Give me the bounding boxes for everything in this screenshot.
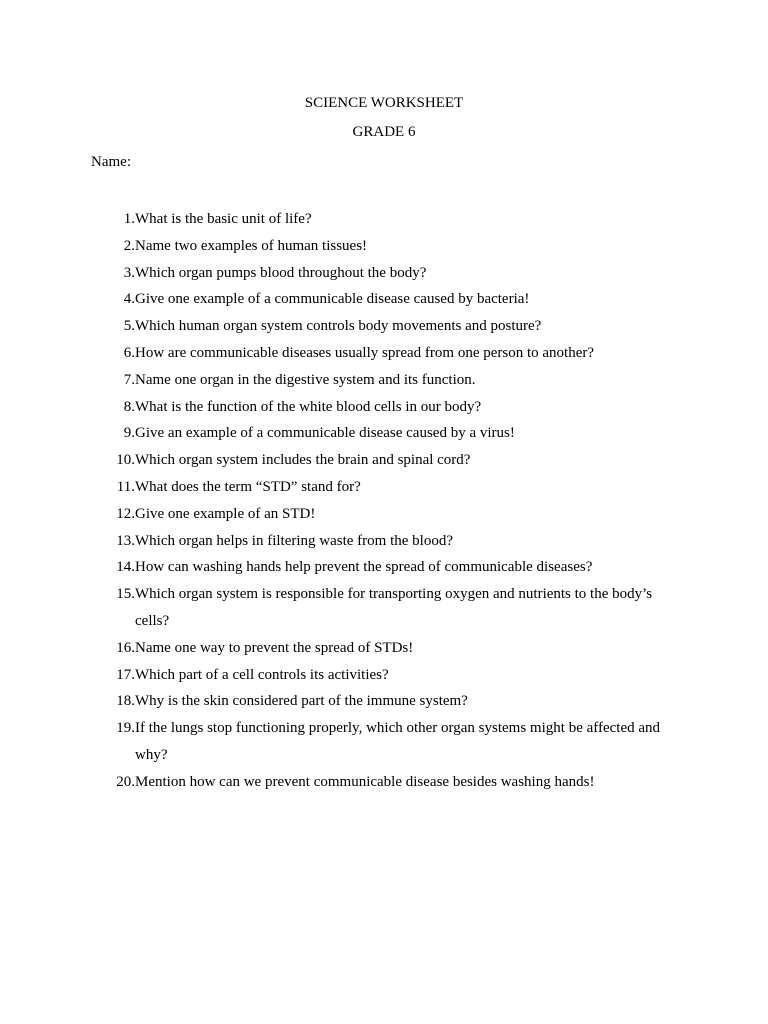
question-item: [91, 447, 681, 474]
question-item: [91, 715, 681, 769]
question-text: Name one organ in the digestive system and its function.: [135, 371, 476, 388]
question-number-text: 17.: [116, 666, 135, 683]
question-text: How are communicable diseases usually spread from one person to another?: [135, 344, 595, 361]
question-text: Which organ system is responsible for transporting oxygen and nutrients to the body’s cells?: [135, 586, 653, 629]
question-number-text: 4.: [123, 291, 135, 308]
question-number: [91, 581, 135, 635]
question-number: [91, 769, 135, 796]
grade-label: GRADE 6: [352, 124, 416, 140]
question-text: Which organ helps in filtering waste from the blood?: [135, 532, 453, 549]
question-text: If the lungs stop functioning properly, which other organ systems might be affected and why?: [135, 720, 661, 763]
question-number-text: 18.: [116, 693, 135, 710]
question-number: [91, 688, 135, 715]
question-number-text: 13.: [116, 532, 135, 549]
question-number-text: 6.: [123, 344, 135, 361]
name-label: Name:: [91, 154, 131, 170]
question-item: [91, 474, 681, 501]
question-number: [91, 501, 135, 528]
question-number: [91, 715, 135, 769]
question-number-text: 11.: [116, 478, 135, 495]
question-item: [91, 554, 681, 581]
question-item: [91, 635, 681, 662]
question-number-text: 8.: [123, 398, 135, 415]
question-text: Give an example of a communicable disease caused by a virus!: [135, 425, 515, 442]
question-item: [91, 313, 681, 340]
question-number-text: 7.: [123, 371, 135, 388]
question-text: Name two examples of human tissues!: [135, 237, 368, 254]
question-text: Which organ system includes the brain and spinal cord?: [135, 452, 471, 469]
question-number: [91, 260, 135, 287]
question-text: Mention how can we prevent communicable disease besides washing hands!: [135, 773, 595, 790]
question-item: [91, 528, 681, 555]
question-number: [91, 233, 135, 260]
question-item: [91, 206, 681, 233]
question-item: [91, 367, 681, 394]
question-item: [91, 688, 681, 715]
question-number: [91, 206, 135, 233]
question-number: [91, 662, 135, 689]
question-text: Why is the skin considered part of the immune system?: [135, 693, 468, 710]
question-number-text: 16.: [116, 639, 135, 656]
question-text: What is the function of the white blood cells in our body?: [135, 398, 482, 415]
question-text: How can washing hands help prevent the spread of communicable diseases?: [135, 559, 593, 576]
question-text: What is the basic unit of life?: [135, 211, 312, 227]
question-number: [91, 420, 135, 447]
question-item: [91, 662, 681, 689]
question-item: [91, 260, 681, 287]
question-text: Name one way to prevent the spread of STDs!: [135, 639, 414, 656]
question-number-text: 1.: [123, 211, 135, 227]
question-text: Give one example of an STD!: [135, 505, 316, 522]
question-item: [91, 501, 681, 528]
question-number: [91, 367, 135, 394]
question-number-text: 19.: [116, 720, 135, 737]
question-item: [91, 394, 681, 421]
question-number: [91, 313, 135, 340]
worksheet-title: SCIENCE WORKSHEET: [304, 95, 464, 111]
question-text: Which part of a cell controls its activities?: [135, 666, 389, 683]
question-number: [91, 286, 135, 313]
question-number: [91, 394, 135, 421]
question-item: [91, 581, 681, 635]
question-number: [91, 635, 135, 662]
question-item: [91, 769, 681, 796]
question-number-text: 2.: [123, 237, 135, 254]
question-item: [91, 420, 681, 447]
question-text: What does the term “STD” stand for?: [135, 478, 361, 495]
question-number-text: 9.: [123, 425, 135, 442]
question-number-text: 3.: [123, 264, 135, 281]
question-number: [91, 554, 135, 581]
question-number-text: 15.: [116, 586, 135, 603]
question-number-text: 5.: [123, 318, 135, 335]
question-text: Which organ pumps blood throughout the body?: [135, 264, 427, 281]
question-text: Give one example of a communicable disease caused by bacteria!: [135, 291, 530, 308]
question-number: [91, 447, 135, 474]
question-number: [91, 340, 135, 367]
question-number-text: 14.: [116, 559, 135, 576]
question-number: [91, 474, 135, 501]
question-number-text: 20.: [116, 773, 135, 790]
question-number: [91, 528, 135, 555]
question-item: [91, 340, 681, 367]
question-item: [91, 233, 681, 260]
question-text: Which human organ system controls body movements and posture?: [135, 318, 542, 335]
question-number-text: 12.: [116, 505, 135, 522]
question-item: [91, 286, 681, 313]
question-number-text: 10.: [116, 452, 135, 469]
question-list: [91, 206, 681, 796]
